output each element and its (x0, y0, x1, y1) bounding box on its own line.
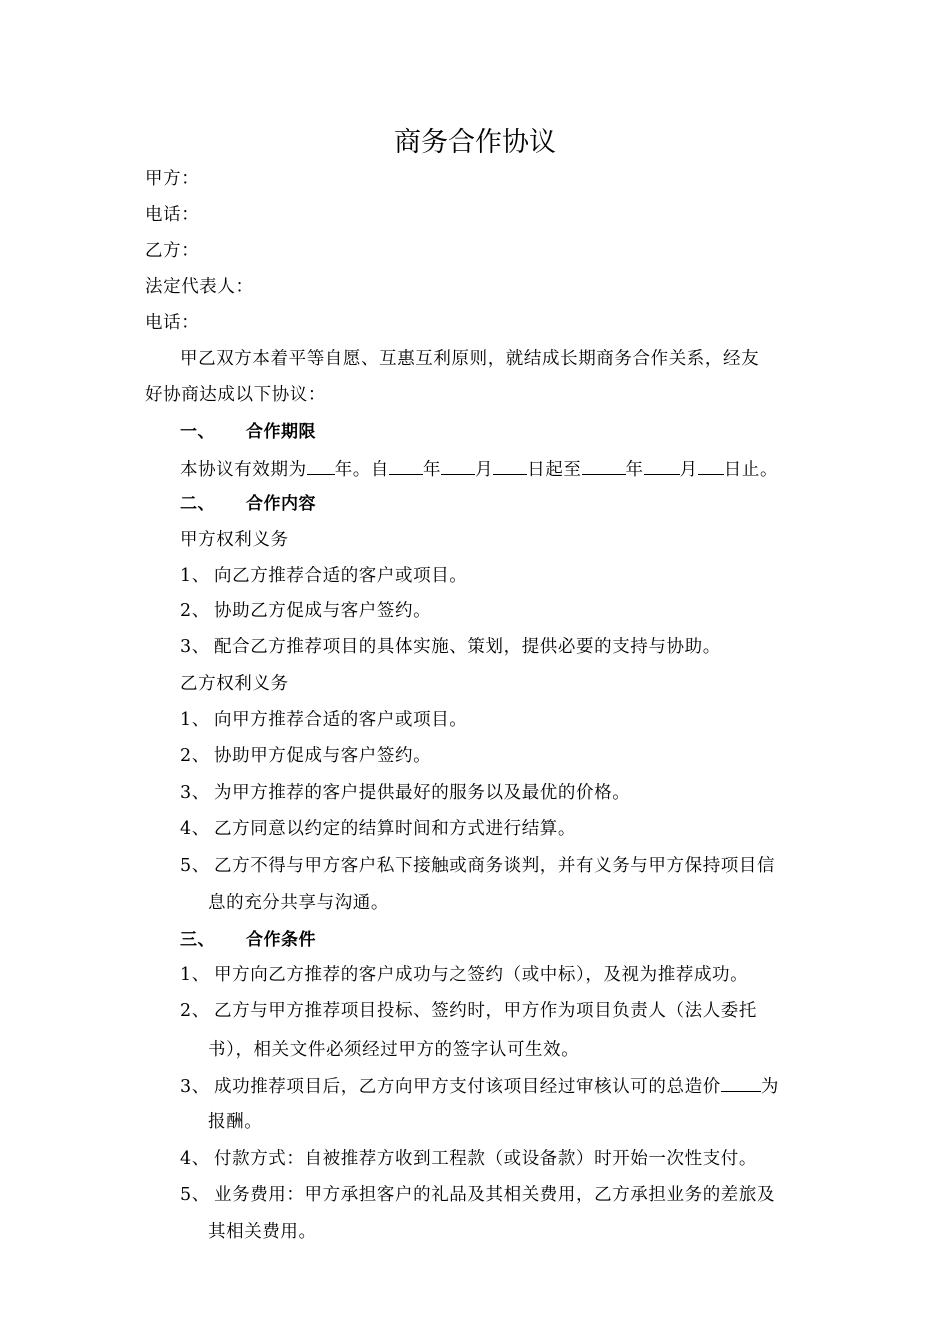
blank-start-month (441, 457, 475, 475)
list-item: 5、 乙方不得与甲方客户私下接触或商务谈判，并有义务与甲方保持项目信 (180, 856, 776, 876)
legal-rep-label: 法定代表人： (145, 277, 254, 297)
term-line (180, 457, 778, 481)
blank-end-year (582, 457, 626, 475)
term-text-8: 日止。 (723, 460, 779, 480)
list-item: 2、 乙方与甲方推荐项目投标、签约时，甲方作为项目负责人（法人委托 (180, 1001, 757, 1021)
list-item: 5、 业务费用：甲方承担客户的礼品及其相关费用，乙方承担业务的差旅及 (180, 1185, 776, 1205)
list-item-continuation: 息的充分共享与沟通。 (208, 893, 389, 913)
blank-end-day (698, 457, 724, 475)
party-a-duties-heading: 甲方权利义务 (180, 530, 289, 550)
list-item: 1、 甲方向乙方推荐的客户成功与之签约（或中标），及视为推荐成功。 (180, 965, 749, 985)
list-item: 4、 付款方式：自被推荐方收到工程款（或设备款）时开始一次性支付。 (180, 1149, 757, 1169)
section-1-number: 一、 (180, 422, 215, 442)
list-item: 4、 乙方同意以约定的结算时间和方式进行结算。 (180, 819, 576, 839)
phone-b-label: 电话： (145, 313, 200, 333)
term-text-5: 日起至 (527, 460, 582, 480)
section-3-title: 合作条件 (246, 930, 316, 950)
intro-line-2: 好协商达成以下协议： (145, 385, 326, 405)
list-item: 3、 为甲方推荐的客户提供最好的服务以及最优的价格。 (180, 783, 631, 803)
term-text-7: 月 (679, 460, 698, 480)
list-item-continuation: 报酬。 (208, 1112, 263, 1132)
phone-a-label: 电话： (145, 205, 200, 225)
list-item: 3、 成功推荐项目后，乙方向甲方支付该项目经过审核认可的总造价 为 (180, 1074, 779, 1098)
party-a-label: 甲方： (145, 169, 200, 189)
list-item: 2、 协助甲方促成与客户签约。 (180, 746, 432, 766)
party-b-duties-heading: 乙方权利义务 (180, 674, 289, 694)
list-item-continuation: 书），相关文件必须经过甲方的签字认可生效。 (208, 1040, 580, 1060)
term-text-2: 年。自 (334, 460, 390, 480)
section-1-title: 合作期限 (246, 422, 316, 442)
section-2-number: 二、 (180, 494, 215, 514)
section-2-title: 合作内容 (246, 494, 316, 514)
section-1-heading (180, 421, 316, 443)
blank-start-year (389, 457, 423, 475)
term-text-3: 年 (423, 460, 442, 480)
section-2-heading (180, 493, 316, 515)
term-text-1: 本协议有效期为 (180, 460, 307, 480)
blank-fee (721, 1074, 761, 1092)
section-3-heading (180, 929, 316, 951)
list-item: 3、 配合乙方推荐项目的具体实施、策划，提供必要的支持与协助。 (180, 637, 721, 657)
blank-start-day (493, 457, 527, 475)
party-b-label: 乙方： (145, 241, 200, 261)
list-item-continuation: 其相关费用。 (208, 1222, 317, 1242)
blank-end-month (644, 457, 680, 475)
blank-years (307, 457, 335, 475)
term-text-4: 月 (475, 460, 494, 480)
list-item: 2、 协助乙方促成与客户签约。 (180, 601, 432, 621)
list-item: 1、 向甲方推荐合适的客户或项目。 (180, 710, 468, 730)
section-3-number: 三、 (180, 930, 215, 950)
document-title: 商务合作协议 (394, 127, 556, 158)
term-text-6: 年 (625, 460, 644, 480)
list-item: 1、 向乙方推荐合适的客户或项目。 (180, 566, 468, 586)
intro-line-1: 甲乙双方本着平等自愿、互惠互利原则，就结成长期商务合作关系，经友 (180, 349, 760, 369)
